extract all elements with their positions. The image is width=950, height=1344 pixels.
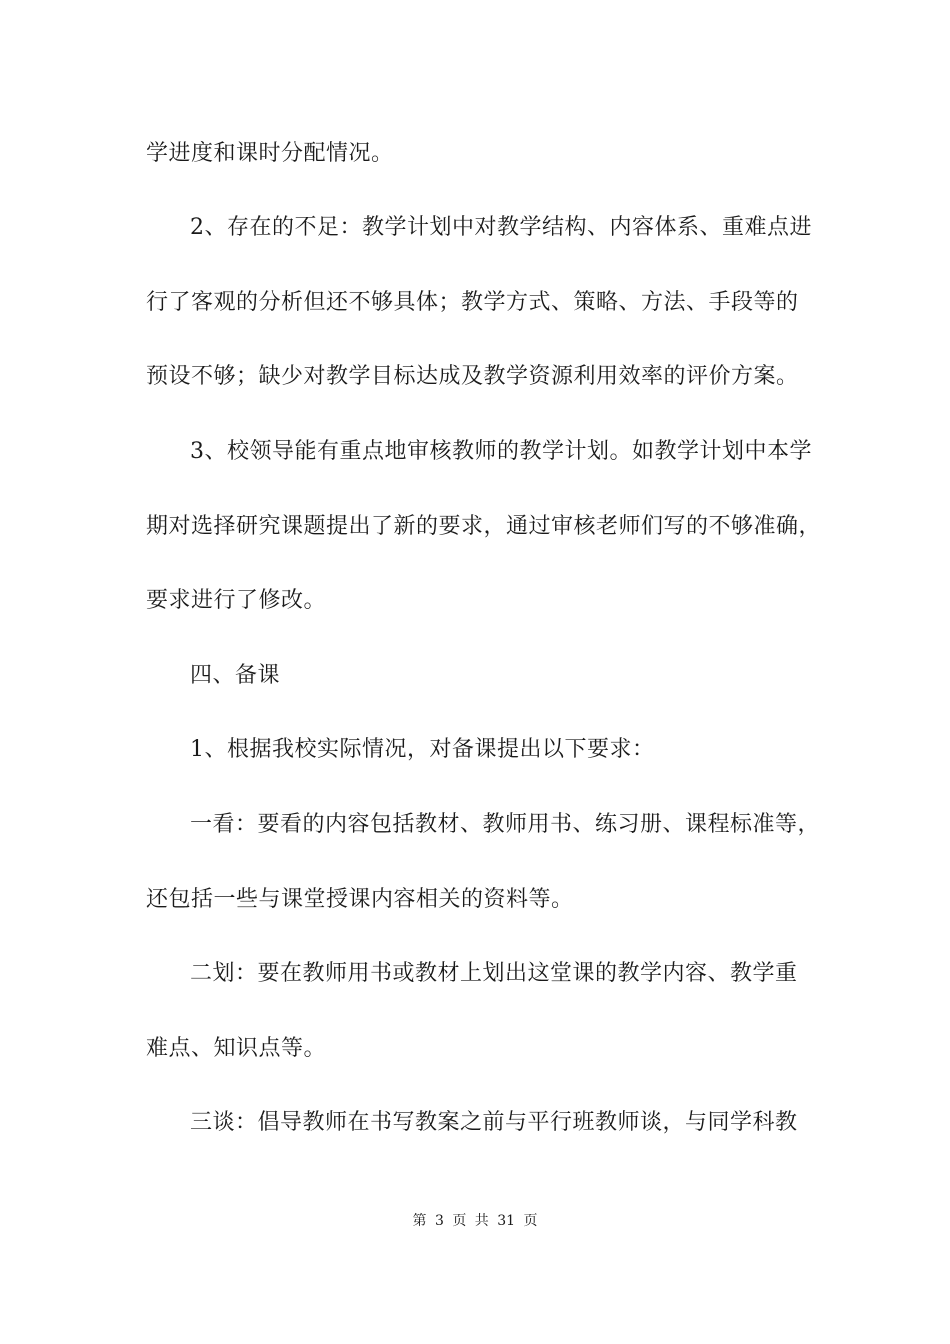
footer-prefix: 第	[412, 1213, 427, 1229]
text-line: 三谈：倡导教师在书写教案之前与平行班教师谈，与同学科教	[190, 1110, 798, 1135]
text-line: 2、存在的不足：教学计划中对教学结构、内容体系、重难点进	[190, 215, 812, 240]
text-line: 要求进行了修改。	[146, 588, 327, 613]
current-page-number: 3	[434, 1213, 444, 1229]
text-line: 二划：要在教师用书或教材上划出这堂课的教学内容、教学重	[190, 961, 798, 986]
text-line: 难点、知识点等。	[146, 1036, 327, 1061]
text-line: 还包括一些与课堂授课内容相关的资料等。	[146, 887, 574, 912]
footer-total-word: 共	[474, 1213, 489, 1229]
text-line: 预设不够；缺少对教学目标达成及教学资源利用效率的评价方案。	[146, 364, 799, 389]
footer-suffix: 页	[523, 1213, 538, 1229]
section-heading: 四、备课	[190, 663, 281, 688]
text-line: 期对选择研究课题提出了新的要求，通过审核老师们写的不够准确，	[146, 514, 822, 539]
text-line: 行了客观的分析但还不够具体；教学方式、策略、方法、手段等的	[146, 290, 799, 315]
text-line: 1、根据我校实际情况，对备课提出以下要求：	[190, 737, 655, 762]
text-line: 3、校领导能有重点地审核教师的教学计划。如教学计划中本学	[190, 439, 812, 464]
text-line: 学进度和课时分配情况。	[146, 141, 394, 166]
page-footer	[0, 1212, 950, 1230]
text-line: 一看：要看的内容包括教材、教师用书、练习册、课程标准等，	[190, 812, 821, 837]
footer-page-word: 页	[452, 1213, 467, 1229]
total-pages-number: 31	[497, 1213, 516, 1229]
